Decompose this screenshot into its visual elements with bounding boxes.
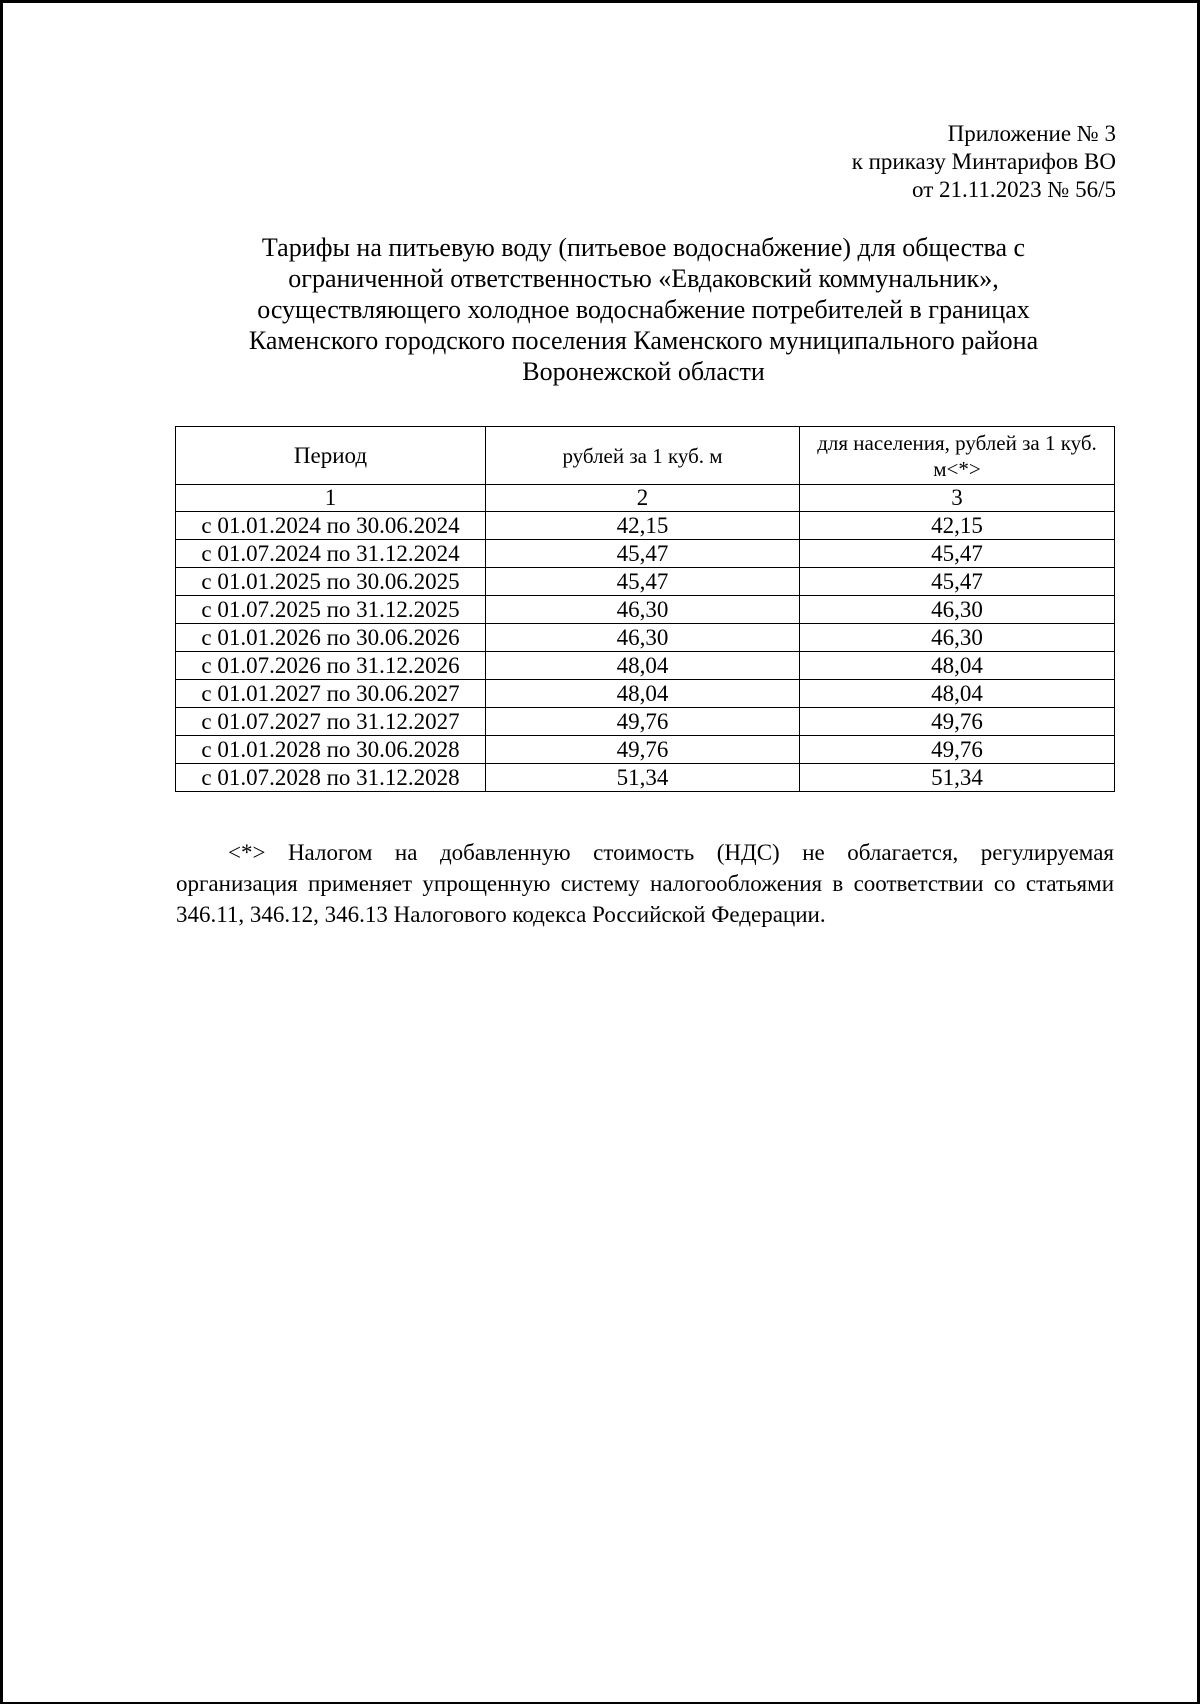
population-rate-cell: 51,34 [800, 764, 1115, 792]
population-rate-cell: 48,04 [800, 680, 1115, 708]
table-body [176, 512, 1115, 792]
column-number: 1 [176, 485, 486, 512]
column-header-period: Период [176, 427, 486, 485]
rate-cell: 42,15 [486, 512, 800, 540]
period-cell: с 01.07.2027 по 31.12.2027 [176, 708, 486, 736]
table-row [176, 736, 1115, 764]
table-row [176, 596, 1115, 624]
population-rate-cell: 48,04 [800, 652, 1115, 680]
footnote [176, 837, 1114, 930]
rate-cell: 46,30 [486, 624, 800, 652]
period-cell: с 01.01.2024 по 30.06.2024 [176, 512, 486, 540]
table-row [176, 652, 1115, 680]
order-reference: к приказу Минтарифов ВО [851, 149, 1116, 174]
document-title [176, 232, 1111, 387]
table-row [176, 540, 1115, 568]
table-row [176, 708, 1115, 736]
title-line-3: осуществляющего холодное водоснабжение потребителей в границах [257, 295, 1030, 324]
population-rate-cell: 46,30 [800, 624, 1115, 652]
column-header-population-rate: для населения, рублей за 1 куб. м<*> [800, 427, 1115, 485]
table-row [176, 764, 1115, 792]
table-header-row [176, 427, 1115, 485]
column-header-rate: рублей за 1 куб. м [486, 427, 800, 485]
population-rate-cell: 45,47 [800, 540, 1115, 568]
rate-cell: 45,47 [486, 568, 800, 596]
title-line-4: Каменского городского поселения Каменского муниципального района [248, 326, 1039, 355]
period-cell: с 01.07.2028 по 31.12.2028 [176, 764, 486, 792]
table-row [176, 568, 1115, 596]
title-line-2: ограниченной ответственностью «Евдаковский коммунальник», [288, 264, 999, 293]
tariff-table [175, 426, 1115, 792]
rate-cell: 48,04 [486, 680, 800, 708]
period-cell: с 01.07.2025 по 31.12.2025 [176, 596, 486, 624]
rate-cell: 45,47 [486, 540, 800, 568]
period-cell: с 01.01.2027 по 30.06.2027 [176, 680, 486, 708]
rate-cell: 51,34 [486, 764, 800, 792]
column-number: 3 [800, 485, 1115, 512]
rate-cell: 48,04 [486, 652, 800, 680]
title-line-1: Тарифы на питьевую воду (питьевое водоснабжение) для общества с [261, 233, 1026, 262]
appendix-number: Приложение № 3 [947, 121, 1116, 146]
population-rate-cell: 46,30 [800, 596, 1115, 624]
footnote-continuation: организация применяет упрощенную систему налогообложения в соответствии со статьями 346.11, 346.12, 346.13 Налогового кодекса Российской Федерации. [176, 871, 1114, 927]
table-row [176, 624, 1115, 652]
title-line-5: Воронежской области [522, 357, 765, 386]
appendix-header [852, 120, 1116, 204]
period-cell: с 01.07.2024 по 31.12.2024 [176, 540, 486, 568]
rate-cell: 49,76 [486, 708, 800, 736]
population-rate-cell: 49,76 [800, 736, 1115, 764]
rate-cell: 46,30 [486, 596, 800, 624]
population-rate-cell: 42,15 [800, 512, 1115, 540]
footnote-first-line: <*> Налогом на добавленную стоимость (НДС) не облагается, регулируемая [228, 840, 1114, 865]
period-cell: с 01.07.2026 по 31.12.2026 [176, 652, 486, 680]
column-number: 2 [486, 485, 800, 512]
period-cell: с 01.01.2028 по 30.06.2028 [176, 736, 486, 764]
population-rate-cell: 45,47 [800, 568, 1115, 596]
population-rate-cell: 49,76 [800, 708, 1115, 736]
period-cell: с 01.01.2025 по 30.06.2025 [176, 568, 486, 596]
period-cell: с 01.01.2026 по 30.06.2026 [176, 624, 486, 652]
order-date-number: от 21.11.2023 № 56/5 [912, 177, 1116, 202]
column-number-row [176, 485, 1115, 512]
rate-cell: 49,76 [486, 736, 800, 764]
table-row [176, 680, 1115, 708]
table-row [176, 512, 1115, 540]
